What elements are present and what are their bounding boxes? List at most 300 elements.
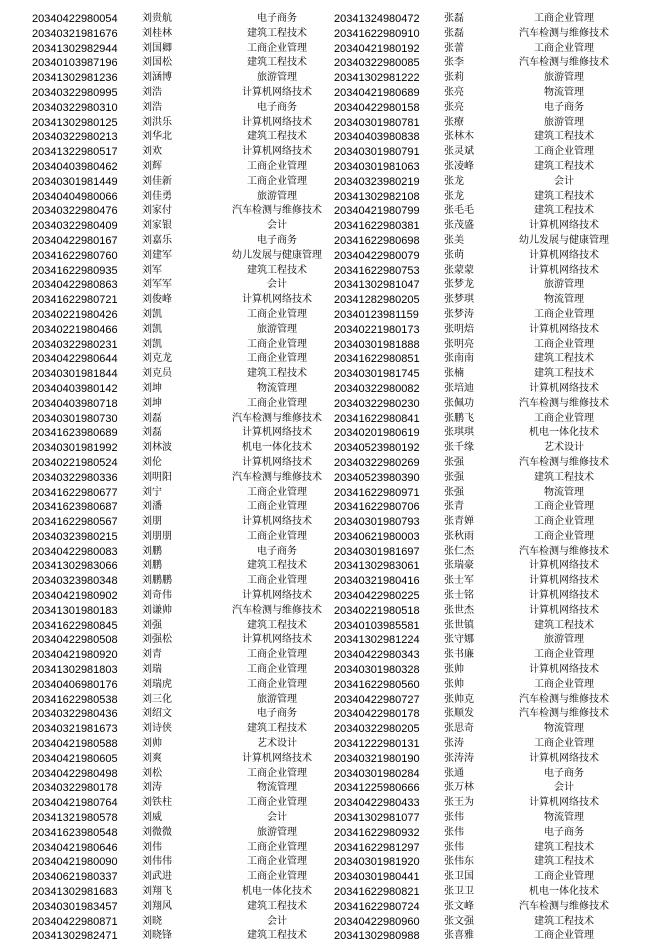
student-id: 20341622980721 — [32, 294, 118, 307]
student-id: 20341302981803 — [32, 664, 118, 677]
major: 工商企业管理 — [247, 871, 307, 883]
major: 电子商务 — [257, 101, 297, 113]
student-name: 张佩功 — [444, 397, 474, 409]
student-name: 刘军军 — [142, 279, 172, 291]
student-name: 刘鹏 — [142, 560, 162, 572]
major: 工商企业管理 — [534, 42, 594, 54]
major: 汽车检测与维修技术 — [232, 604, 322, 616]
student-id: 20340301981844 — [32, 368, 118, 381]
major: 计算机网络技术 — [529, 664, 599, 676]
major: 建筑工程技术 — [247, 264, 307, 276]
student-name: 张瑞豪 — [444, 560, 474, 572]
student-id: 20340422980178 — [334, 708, 420, 721]
student-id: 20340403980142 — [32, 382, 118, 395]
student-id: 20341622980935 — [32, 264, 118, 277]
student-id: 20340621980003 — [334, 530, 420, 543]
student-id: 20340301981063 — [334, 160, 420, 173]
student-id: 20341302983066 — [32, 560, 118, 573]
student-id: 20340422980158 — [334, 101, 420, 114]
student-id: 20340403980838 — [334, 131, 420, 144]
student-id: 20340321981673 — [32, 723, 118, 736]
student-id: 20341302981222 — [334, 72, 420, 85]
student-name: 张莉 — [444, 72, 464, 84]
major: 工商企业管理 — [534, 501, 594, 513]
student-id: 20341622980677 — [32, 486, 118, 499]
student-name: 刘瑞虎 — [142, 678, 172, 690]
major: 建筑工程技术 — [247, 27, 307, 39]
student-name: 刘伦 — [142, 456, 162, 468]
student-id: 20340422980727 — [334, 693, 420, 706]
major: 旅游管理 — [257, 323, 297, 335]
major: 计算机网络技术 — [529, 264, 599, 276]
student-id: 20341622980538 — [32, 693, 118, 706]
major: 建筑工程技术 — [534, 471, 594, 483]
major: 旅游管理 — [544, 72, 584, 84]
student-name: 刘嘉乐 — [142, 234, 172, 246]
major: 建筑工程技术 — [247, 930, 307, 942]
student-name: 张帅 — [444, 664, 464, 676]
major: 工商企业管理 — [534, 738, 594, 750]
student-name: 刘爽 — [142, 752, 162, 764]
student-name: 刘欢 — [142, 146, 162, 158]
student-id: 20340323980215 — [32, 530, 118, 543]
student-id: 20340422980960 — [334, 915, 420, 928]
student-name: 刘涵博 — [142, 72, 172, 84]
major: 电子商务 — [544, 101, 584, 113]
major: 工商企业管理 — [534, 412, 594, 424]
student-name: 张文强 — [444, 915, 474, 927]
major: 建筑工程技术 — [247, 560, 307, 572]
major: 工商企业管理 — [247, 678, 307, 690]
student-id: 20340103985581 — [334, 619, 420, 632]
student-id: 20340422980433 — [334, 797, 420, 810]
student-name: 刘建军 — [142, 249, 172, 261]
major: 建筑工程技术 — [247, 368, 307, 380]
student-name: 刘家付 — [142, 205, 172, 217]
major: 工商企业管理 — [247, 530, 307, 542]
major: 会计 — [554, 175, 574, 187]
student-name: 刘伟 — [142, 841, 162, 853]
student-name: 刘绍文 — [142, 708, 172, 720]
student-id: 20340523980390 — [334, 471, 420, 484]
student-name: 张秋雨 — [444, 530, 474, 542]
major: 建筑工程技术 — [534, 619, 594, 631]
student-name: 刘晓 — [142, 915, 162, 927]
student-name: 张通 — [444, 767, 464, 779]
student-name: 刘贵航 — [142, 13, 172, 24]
major: 汽车检测与维修技术 — [519, 27, 609, 39]
student-id: 20340301980730 — [32, 412, 118, 425]
major: 计算机网络技术 — [242, 86, 312, 98]
student-name: 张士军 — [444, 575, 474, 587]
student-name: 刘威 — [142, 812, 162, 824]
student-name: 刘朋朋 — [142, 530, 172, 542]
student-name: 刘辉 — [142, 160, 162, 172]
student-id: 20340322980085 — [334, 57, 420, 70]
student-id: 20340421980646 — [32, 841, 118, 854]
major: 汽车检测与维修技术 — [519, 693, 609, 705]
student-name: 张毛毛 — [444, 205, 474, 217]
major: 计算机网络技术 — [529, 604, 599, 616]
student-name: 刘松 — [142, 767, 162, 779]
major: 汽车检测与维修技术 — [519, 397, 609, 409]
student-id: 20340322980231 — [32, 338, 118, 351]
major: 机电一体化技术 — [529, 886, 599, 898]
student-name: 张療 — [444, 116, 464, 128]
major: 工商企业管理 — [247, 42, 307, 54]
student-id: 20341622980932 — [334, 826, 420, 839]
student-name: 刘强松 — [142, 634, 172, 646]
major: 工商企业管理 — [247, 767, 307, 779]
major: 汽车检测与维修技术 — [232, 471, 322, 483]
major: 会计 — [267, 279, 287, 291]
student-id: 20341301980183 — [32, 604, 118, 617]
major: 工商企业管理 — [247, 175, 307, 187]
major: 幼儿发展与健康管理 — [519, 234, 609, 246]
major: 工商企业管理 — [247, 797, 307, 809]
major: 计算机网络技术 — [529, 382, 599, 394]
student-name: 张士铭 — [444, 590, 474, 602]
major: 物流管理 — [257, 382, 297, 394]
major: 工商企业管理 — [534, 146, 594, 158]
student-id: 20340301983457 — [32, 900, 118, 913]
major: 工商企业管理 — [247, 856, 307, 868]
major: 建筑工程技术 — [534, 131, 594, 143]
student-name: 刘磊 — [142, 427, 162, 439]
student-id: 20341622980851 — [334, 353, 420, 366]
student-name: 刘华北 — [142, 131, 172, 143]
student-name: 刘俊峰 — [142, 294, 172, 306]
student-name: 张青婵 — [444, 516, 474, 528]
student-id: 20340201980619 — [334, 427, 420, 440]
student-id: 20340322980213 — [32, 131, 118, 144]
student-name: 刘凯 — [142, 338, 162, 350]
student-name: 刘鹏鹏 — [142, 575, 172, 587]
student-id: 20341302980125 — [32, 116, 118, 129]
major: 汽车检测与维修技术 — [232, 205, 322, 217]
student-id: 20341622980760 — [32, 249, 118, 262]
student-id: 20340322980336 — [32, 471, 118, 484]
student-name: 刘微微 — [142, 826, 172, 838]
major: 物流管理 — [544, 486, 584, 498]
student-id: 20340421980588 — [32, 738, 118, 751]
student-name: 刘桂林 — [142, 27, 172, 39]
major: 会计 — [267, 915, 287, 927]
student-id: 20340403980718 — [32, 397, 118, 410]
student-id: 20341622981297 — [334, 841, 420, 854]
major: 计算机网络技术 — [242, 456, 312, 468]
student-id: 20340421980764 — [32, 797, 118, 810]
major: 计算机网络技术 — [529, 575, 599, 587]
student-id: 20340322980178 — [32, 782, 118, 795]
student-name: 刘克龙 — [142, 353, 172, 365]
major: 旅游管理 — [257, 190, 297, 202]
student-id: 20340221980518 — [334, 604, 420, 617]
student-name: 张伟东 — [444, 856, 474, 868]
student-id: 20341302981224 — [334, 634, 420, 647]
student-name: 刘武进 — [142, 871, 172, 883]
major: 计算机网络技术 — [242, 294, 312, 306]
student-id: 20340322980310 — [32, 101, 118, 114]
student-name: 刘佳新 — [142, 175, 172, 187]
major: 工商企业管理 — [247, 308, 307, 320]
major: 旅游管理 — [257, 72, 297, 84]
major: 会计 — [267, 220, 287, 232]
student-name: 张龙 — [444, 175, 464, 187]
student-name: 刘洪乐 — [142, 116, 172, 128]
student-name: 张强 — [444, 471, 464, 483]
student-id: 20340422980225 — [334, 590, 420, 603]
student-name: 刘翔飞 — [142, 886, 172, 898]
student-name: 张林木 — [444, 131, 474, 143]
student-name: 张青 — [444, 501, 464, 513]
major: 物流管理 — [544, 723, 584, 735]
student-name: 刘青 — [142, 649, 162, 661]
student-name: 刘国松 — [142, 57, 172, 69]
student-id: 20341302982471 — [32, 930, 118, 943]
student-name: 张帅克 — [444, 693, 474, 705]
student-name: 刘帅 — [142, 738, 162, 750]
student-name: 张萌 — [444, 249, 464, 261]
major: 建筑工程技术 — [534, 368, 594, 380]
student-name: 张琪琪 — [444, 427, 474, 439]
student-name: 张磊 — [444, 27, 464, 39]
student-id: 20340421980902 — [32, 590, 118, 603]
student-id: 20341622980753 — [334, 264, 420, 277]
student-id: 20340404980066 — [32, 190, 118, 203]
student-id: 20340321980190 — [334, 752, 420, 765]
student-id: 20340322980082 — [334, 382, 420, 395]
student-id: 20341302981683 — [32, 886, 118, 899]
major: 建筑工程技术 — [534, 190, 594, 202]
student-id: 20340301981697 — [334, 545, 420, 558]
major: 电子商务 — [257, 545, 297, 557]
student-id: 20341622980971 — [334, 486, 420, 499]
student-name: 刘克员 — [142, 368, 172, 380]
student-name: 刘宁 — [142, 486, 162, 498]
major: 计算机网络技术 — [529, 220, 599, 232]
student-name: 刘涛 — [142, 782, 162, 794]
student-name: 张顺发 — [444, 708, 474, 720]
student-id: 20340621980337 — [32, 871, 118, 884]
student-id: 20341622980724 — [334, 900, 420, 913]
student-name: 刘林波 — [142, 442, 172, 454]
major: 工商企业管理 — [534, 649, 594, 661]
student-id: 20341302980988 — [334, 930, 420, 943]
student-id: 20341302981236 — [32, 72, 118, 85]
major: 旅游管理 — [257, 826, 297, 838]
student-id: 20340322980476 — [32, 205, 118, 218]
major: 旅游管理 — [544, 634, 584, 646]
student-name: 张明焙 — [444, 323, 474, 335]
student-id: 20340422980054 — [32, 13, 118, 25]
major: 汽车检测与维修技术 — [519, 900, 609, 912]
student-name: 刘佳勇 — [142, 190, 172, 202]
student-id: 20341622980821 — [334, 886, 420, 899]
major: 建筑工程技术 — [534, 353, 594, 365]
major: 物流管理 — [257, 782, 297, 794]
student-name: 刘国卿 — [142, 42, 172, 54]
student-id: 20340403980462 — [32, 160, 118, 173]
student-id: 20340422980343 — [334, 649, 420, 662]
major: 建筑工程技术 — [247, 900, 307, 912]
student-name: 张守娜 — [444, 634, 474, 646]
major: 计算机网络技术 — [242, 590, 312, 602]
student-id: 20341622980910 — [334, 27, 420, 40]
major: 计算机网络技术 — [242, 116, 312, 128]
student-id: 20340321980416 — [334, 575, 420, 588]
student-name: 张喜雅 — [444, 930, 474, 942]
major: 计算机网络技术 — [529, 752, 599, 764]
major: 工商企业管理 — [247, 160, 307, 172]
major: 计算机网络技术 — [529, 560, 599, 572]
major: 建筑工程技术 — [247, 619, 307, 631]
major: 幼儿发展与健康管理 — [232, 249, 322, 261]
student-name: 张卫国 — [444, 871, 474, 883]
student-id: 20340103987196 — [32, 57, 118, 70]
student-name: 张帅 — [444, 678, 464, 690]
student-id: 20340421980605 — [32, 752, 118, 765]
student-id: 20341622980845 — [32, 619, 118, 632]
major: 工商企业管理 — [247, 486, 307, 498]
student-name: 张伟 — [444, 826, 464, 838]
student-name: 刘诗侠 — [142, 723, 172, 735]
major: 工商企业管理 — [534, 530, 594, 542]
student-id: 20341322980517 — [32, 146, 118, 159]
student-id: 20340221980466 — [32, 323, 118, 336]
student-name: 张涛涛 — [444, 752, 474, 764]
student-id: 20341623980548 — [32, 826, 118, 839]
student-name: 刘奇伟 — [142, 590, 172, 602]
student-id: 20341623980689 — [32, 427, 118, 440]
major: 工商企业管理 — [247, 397, 307, 409]
student-name: 刘浩 — [142, 101, 162, 113]
student-id: 20341302983061 — [334, 560, 420, 573]
major: 建筑工程技术 — [534, 915, 594, 927]
student-id: 20340301981920 — [334, 856, 420, 869]
major: 电子商务 — [257, 234, 297, 246]
student-name: 刘军 — [142, 264, 162, 276]
major: 汽车检测与维修技术 — [232, 412, 322, 424]
major: 计算机网络技术 — [242, 146, 312, 158]
major: 计算机网络技术 — [242, 516, 312, 528]
major: 工商企业管理 — [247, 841, 307, 853]
major: 建筑工程技术 — [534, 841, 594, 853]
major: 工商企业管理 — [247, 338, 307, 350]
major: 工商企业管理 — [534, 13, 594, 24]
student-id: 20340421980090 — [32, 856, 118, 869]
student-name: 刘晓锋 — [142, 930, 172, 942]
student-name: 刘凯 — [142, 308, 162, 320]
student-name: 张万林 — [444, 782, 474, 794]
student-name: 刘翔风 — [142, 900, 172, 912]
major: 旅游管理 — [544, 279, 584, 291]
student-name: 刘谦帅 — [142, 604, 172, 616]
student-name: 张培迪 — [444, 382, 474, 394]
student-id: 20341302981047 — [334, 279, 420, 292]
student-id: 20340322980995 — [32, 86, 118, 99]
student-name: 张美 — [444, 234, 464, 246]
student-name: 张卫卫 — [444, 886, 474, 898]
major: 建筑工程技术 — [247, 723, 307, 735]
student-id: 20340301980781 — [334, 116, 420, 129]
major: 会计 — [554, 782, 574, 794]
student-id: 20340406980176 — [32, 678, 118, 691]
major: 旅游管理 — [257, 693, 297, 705]
student-name: 刘明阳 — [142, 471, 172, 483]
student-name: 张梦龙 — [444, 279, 474, 291]
student-id: 20340322980205 — [334, 723, 420, 736]
student-name: 张强 — [444, 456, 464, 468]
student-id: 20340421980920 — [32, 649, 118, 662]
student-id: 20340422980863 — [32, 279, 118, 292]
student-name: 张文峰 — [444, 900, 474, 912]
student-name: 刘磊 — [142, 412, 162, 424]
major: 工商企业管理 — [247, 664, 307, 676]
student-id: 20340301980791 — [334, 146, 420, 159]
student-id: 20341225980666 — [334, 782, 420, 795]
student-name: 张书廉 — [444, 649, 474, 661]
student-name: 刘铁柱 — [142, 797, 172, 809]
major: 工商企业管理 — [534, 516, 594, 528]
major: 汽车检测与维修技术 — [519, 57, 609, 69]
major: 工商企业管理 — [534, 678, 594, 690]
student-name: 张世杰 — [444, 604, 474, 616]
student-name: 张千缘 — [444, 442, 474, 454]
student-id: 20341222980131 — [334, 738, 420, 751]
major: 建筑工程技术 — [534, 160, 594, 172]
student-id: 20340421980192 — [334, 42, 420, 55]
major: 机电一体化技术 — [529, 427, 599, 439]
student-id: 20340322980269 — [334, 456, 420, 469]
student-id: 20340422980079 — [334, 249, 420, 262]
student-name: 刘家银 — [142, 220, 172, 232]
student-id: 20341622980560 — [334, 678, 420, 691]
major: 物流管理 — [544, 86, 584, 98]
student-id: 20341623980687 — [32, 501, 118, 514]
major: 建筑工程技术 — [534, 205, 594, 217]
student-name: 张伟 — [444, 812, 464, 824]
student-name: 张亮 — [444, 86, 464, 98]
student-id: 20340301981888 — [334, 338, 420, 351]
student-id: 20341622980567 — [32, 516, 118, 529]
major: 汽车检测与维修技术 — [519, 708, 609, 720]
student-name: 刘伟伟 — [142, 856, 172, 868]
major: 物流管理 — [544, 294, 584, 306]
major: 建筑工程技术 — [247, 57, 307, 69]
student-name: 张龙 — [444, 190, 464, 202]
major: 电子商务 — [257, 13, 297, 24]
student-id: 20341622980381 — [334, 220, 420, 233]
student-name: 张明亮 — [444, 338, 474, 350]
student-id: 20341324980472 — [334, 13, 420, 25]
student-id: 20340523980192 — [334, 442, 420, 455]
student-name: 刘鹏 — [142, 545, 162, 557]
student-id: 20340301980793 — [334, 516, 420, 529]
major: 艺术设计 — [544, 442, 584, 454]
major: 工商企业管理 — [534, 930, 594, 942]
major: 机电一体化技术 — [242, 886, 312, 898]
student-name: 张伟 — [444, 841, 464, 853]
major: 计算机网络技术 — [529, 797, 599, 809]
major: 建筑工程技术 — [247, 131, 307, 143]
student-id: 20340422980508 — [32, 634, 118, 647]
student-name: 刘凯 — [142, 323, 162, 335]
major: 工商企业管理 — [247, 575, 307, 587]
student-id: 20340322980409 — [32, 220, 118, 233]
student-name: 刘浩 — [142, 86, 162, 98]
student-id: 20340421980689 — [334, 86, 420, 99]
